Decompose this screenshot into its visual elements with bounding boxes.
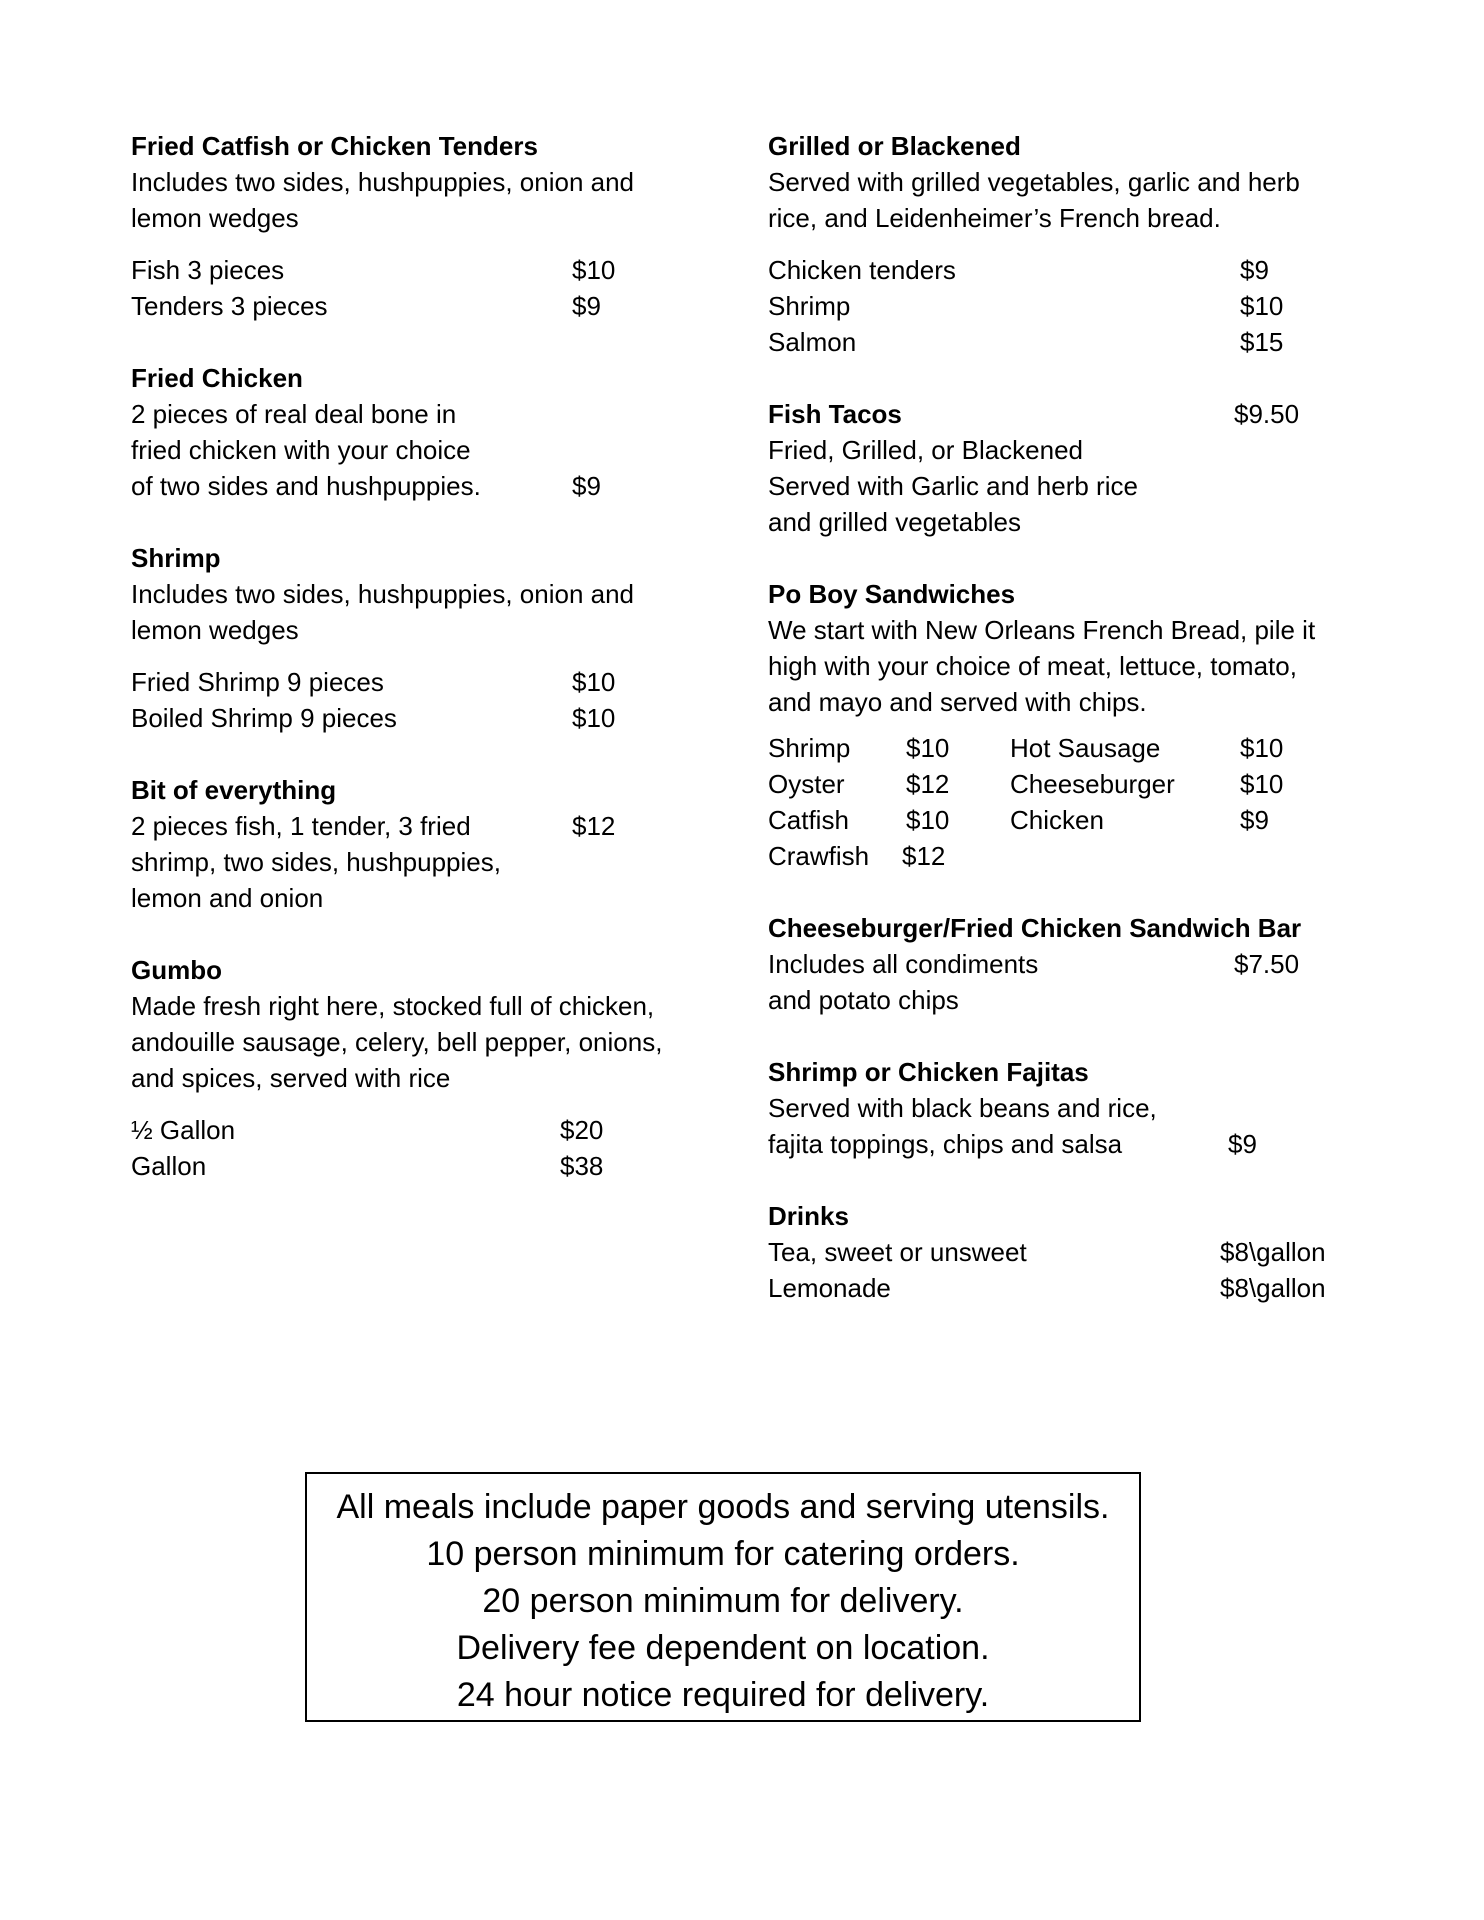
description-line xyxy=(131,432,691,468)
line-text: and potato chips xyxy=(768,985,959,1015)
menu-item xyxy=(768,288,1368,324)
item-name: Shrimp xyxy=(768,291,851,321)
description-line xyxy=(131,880,691,916)
section-title: Cheeseburger/Fried Chicken Sandwich Bar xyxy=(768,913,1302,943)
item-price: $10 xyxy=(1240,291,1284,321)
item-price: $10 xyxy=(572,255,616,285)
item-price: $10 xyxy=(572,703,616,733)
item-price: $9 xyxy=(572,471,601,501)
item-price: $9 xyxy=(1240,805,1269,835)
item-price: $38 xyxy=(560,1151,604,1181)
section-title: Grilled or Blackened xyxy=(768,131,1021,161)
menu-item xyxy=(131,252,691,288)
item-price: $10 xyxy=(906,805,950,835)
description-line xyxy=(768,1090,1368,1126)
section-title: Gumbo xyxy=(131,955,222,985)
section-title: Bit of everything xyxy=(131,775,337,805)
poboy-row xyxy=(768,838,1368,874)
section-grilled-blackened xyxy=(768,128,1368,360)
section-description: andouille sausage, celery, bell pepper, onions, xyxy=(131,1027,663,1057)
description-line xyxy=(768,982,1368,1018)
section-description: Made fresh right here, stocked full of chicken, xyxy=(131,991,655,1021)
section-fried-chicken xyxy=(131,360,691,504)
line-text: Includes all condiments xyxy=(768,949,1039,979)
section-po-boy xyxy=(768,576,1368,874)
item-price: $9 xyxy=(1228,1129,1257,1159)
menu-item xyxy=(131,664,691,700)
line-text: Served with black beans and rice, xyxy=(768,1093,1157,1123)
notice-line: Delivery fee dependent on location. xyxy=(456,1629,990,1667)
item-price: $12 xyxy=(572,811,616,841)
item-name: Lemonade xyxy=(768,1273,891,1303)
section-description: high with your choice of meat, lettuce, tomato, xyxy=(768,651,1297,681)
section-description: Includes two sides, hushpuppies, onion and xyxy=(131,579,635,609)
right-column xyxy=(768,128,1368,1342)
item-price: $15 xyxy=(1240,327,1284,357)
item-name: ½ Gallon xyxy=(131,1115,236,1145)
menu-item xyxy=(768,1234,1368,1270)
section-heading-row xyxy=(768,396,1368,432)
item-price: $12 xyxy=(906,769,950,799)
section-title: Shrimp or Chicken Fajitas xyxy=(768,1057,1089,1087)
item-name: Crawfish xyxy=(768,841,870,871)
section-bit-of-everything xyxy=(131,772,691,916)
item-price: $10 xyxy=(572,667,616,697)
section-title: Drinks xyxy=(768,1201,849,1231)
item-name: Tea, sweet or unsweet xyxy=(768,1237,1027,1267)
line-text: fajita toppings, chips and salsa xyxy=(768,1129,1123,1159)
section-description: and mayo and served with chips. xyxy=(768,687,1147,717)
poboy-row xyxy=(768,802,1368,838)
line-text: fried chicken with your choice xyxy=(131,435,471,465)
menu-item xyxy=(768,1270,1368,1306)
item-name: Hot Sausage xyxy=(1010,733,1161,763)
item-price: $20 xyxy=(560,1115,604,1145)
menu-item xyxy=(131,1112,691,1148)
section-description: and spices, served with rice xyxy=(131,1063,451,1093)
item-price: $10 xyxy=(1240,769,1284,799)
item-price: $9 xyxy=(1240,255,1269,285)
line-text: 2 pieces fish, 1 tender, 3 fried xyxy=(131,811,471,841)
section-description: Fried, Grilled, or Blackened xyxy=(768,435,1084,465)
catering-notice-box xyxy=(305,1472,1141,1722)
line-text: lemon and onion xyxy=(131,883,324,913)
section-title: Fried Catfish or Chicken Tenders xyxy=(131,131,538,161)
item-name: Chicken xyxy=(1010,805,1104,835)
section-description: lemon wedges xyxy=(131,615,299,645)
section-drinks xyxy=(768,1198,1368,1306)
section-title: Shrimp xyxy=(131,543,221,573)
line-text: 2 pieces of real deal bone in xyxy=(131,399,457,429)
menu-item xyxy=(131,288,691,324)
poboy-row xyxy=(768,766,1368,802)
item-name: Fried Shrimp 9 pieces xyxy=(131,667,384,697)
line-text: of two sides and hushpuppies. xyxy=(131,471,481,501)
description-line xyxy=(131,844,691,880)
item-name: Fish 3 pieces xyxy=(131,255,285,285)
description-line xyxy=(131,808,691,844)
item-price: $12 xyxy=(902,841,946,871)
section-description: rice, and Leidenheimer’s French bread. xyxy=(768,203,1221,233)
description-line xyxy=(768,1126,1368,1162)
item-name: Salmon xyxy=(768,327,857,357)
section-description: We start with New Orleans French Bread, pile it xyxy=(768,615,1316,645)
description-line xyxy=(768,946,1368,982)
section-title: Po Boy Sandwiches xyxy=(768,579,1016,609)
section-title: Fish Tacos xyxy=(768,399,902,429)
item-price: $9 xyxy=(572,291,601,321)
item-price: $8\gallon xyxy=(1220,1237,1326,1267)
section-description: Served with grilled vegetables, garlic and herb xyxy=(768,167,1300,197)
item-name: Gallon xyxy=(131,1151,207,1181)
section-shrimp xyxy=(131,540,691,736)
poboy-row xyxy=(768,730,1368,766)
item-name: Catfish xyxy=(768,805,849,835)
section-description: Includes two sides, hushpuppies, onion and xyxy=(131,167,635,197)
section-title: Fried Chicken xyxy=(131,363,303,393)
item-name: Tenders 3 pieces xyxy=(131,291,328,321)
notice-line: 10 person minimum for catering orders. xyxy=(426,1535,1020,1573)
section-description: Served with Garlic and herb rice xyxy=(768,471,1138,501)
item-price: $7.50 xyxy=(1234,949,1300,979)
section-fajitas xyxy=(768,1054,1368,1162)
section-fish-tacos xyxy=(768,396,1368,540)
menu-item xyxy=(131,1148,691,1184)
item-name: Oyster xyxy=(768,769,845,799)
section-description: lemon wedges xyxy=(131,203,299,233)
item-name: Shrimp xyxy=(768,733,851,763)
menu-item xyxy=(768,324,1368,360)
item-price: $9.50 xyxy=(1234,399,1300,429)
item-price: $8\gallon xyxy=(1220,1273,1326,1303)
section-description: and grilled vegetables xyxy=(768,507,1021,537)
item-price: $10 xyxy=(906,733,950,763)
description-line xyxy=(131,468,691,504)
item-name: Boiled Shrimp 9 pieces xyxy=(131,703,397,733)
menu-item xyxy=(131,700,691,736)
item-name: Cheeseburger xyxy=(1010,769,1175,799)
notice-line: All meals include paper goods and serving utensils. xyxy=(336,1488,1110,1526)
item-name: Chicken tenders xyxy=(768,255,956,285)
menu-item xyxy=(768,252,1368,288)
notice-line: 24 hour notice required for delivery. xyxy=(456,1676,990,1714)
notice-line: 20 person minimum for delivery. xyxy=(482,1582,964,1620)
left-column xyxy=(131,128,691,1220)
section-sandwich-bar xyxy=(768,910,1368,1018)
section-catfish-tenders xyxy=(131,128,691,324)
description-line xyxy=(131,396,691,432)
section-gumbo xyxy=(131,952,691,1184)
item-price: $10 xyxy=(1240,733,1284,763)
line-text: shrimp, two sides, hushpuppies, xyxy=(131,847,501,877)
